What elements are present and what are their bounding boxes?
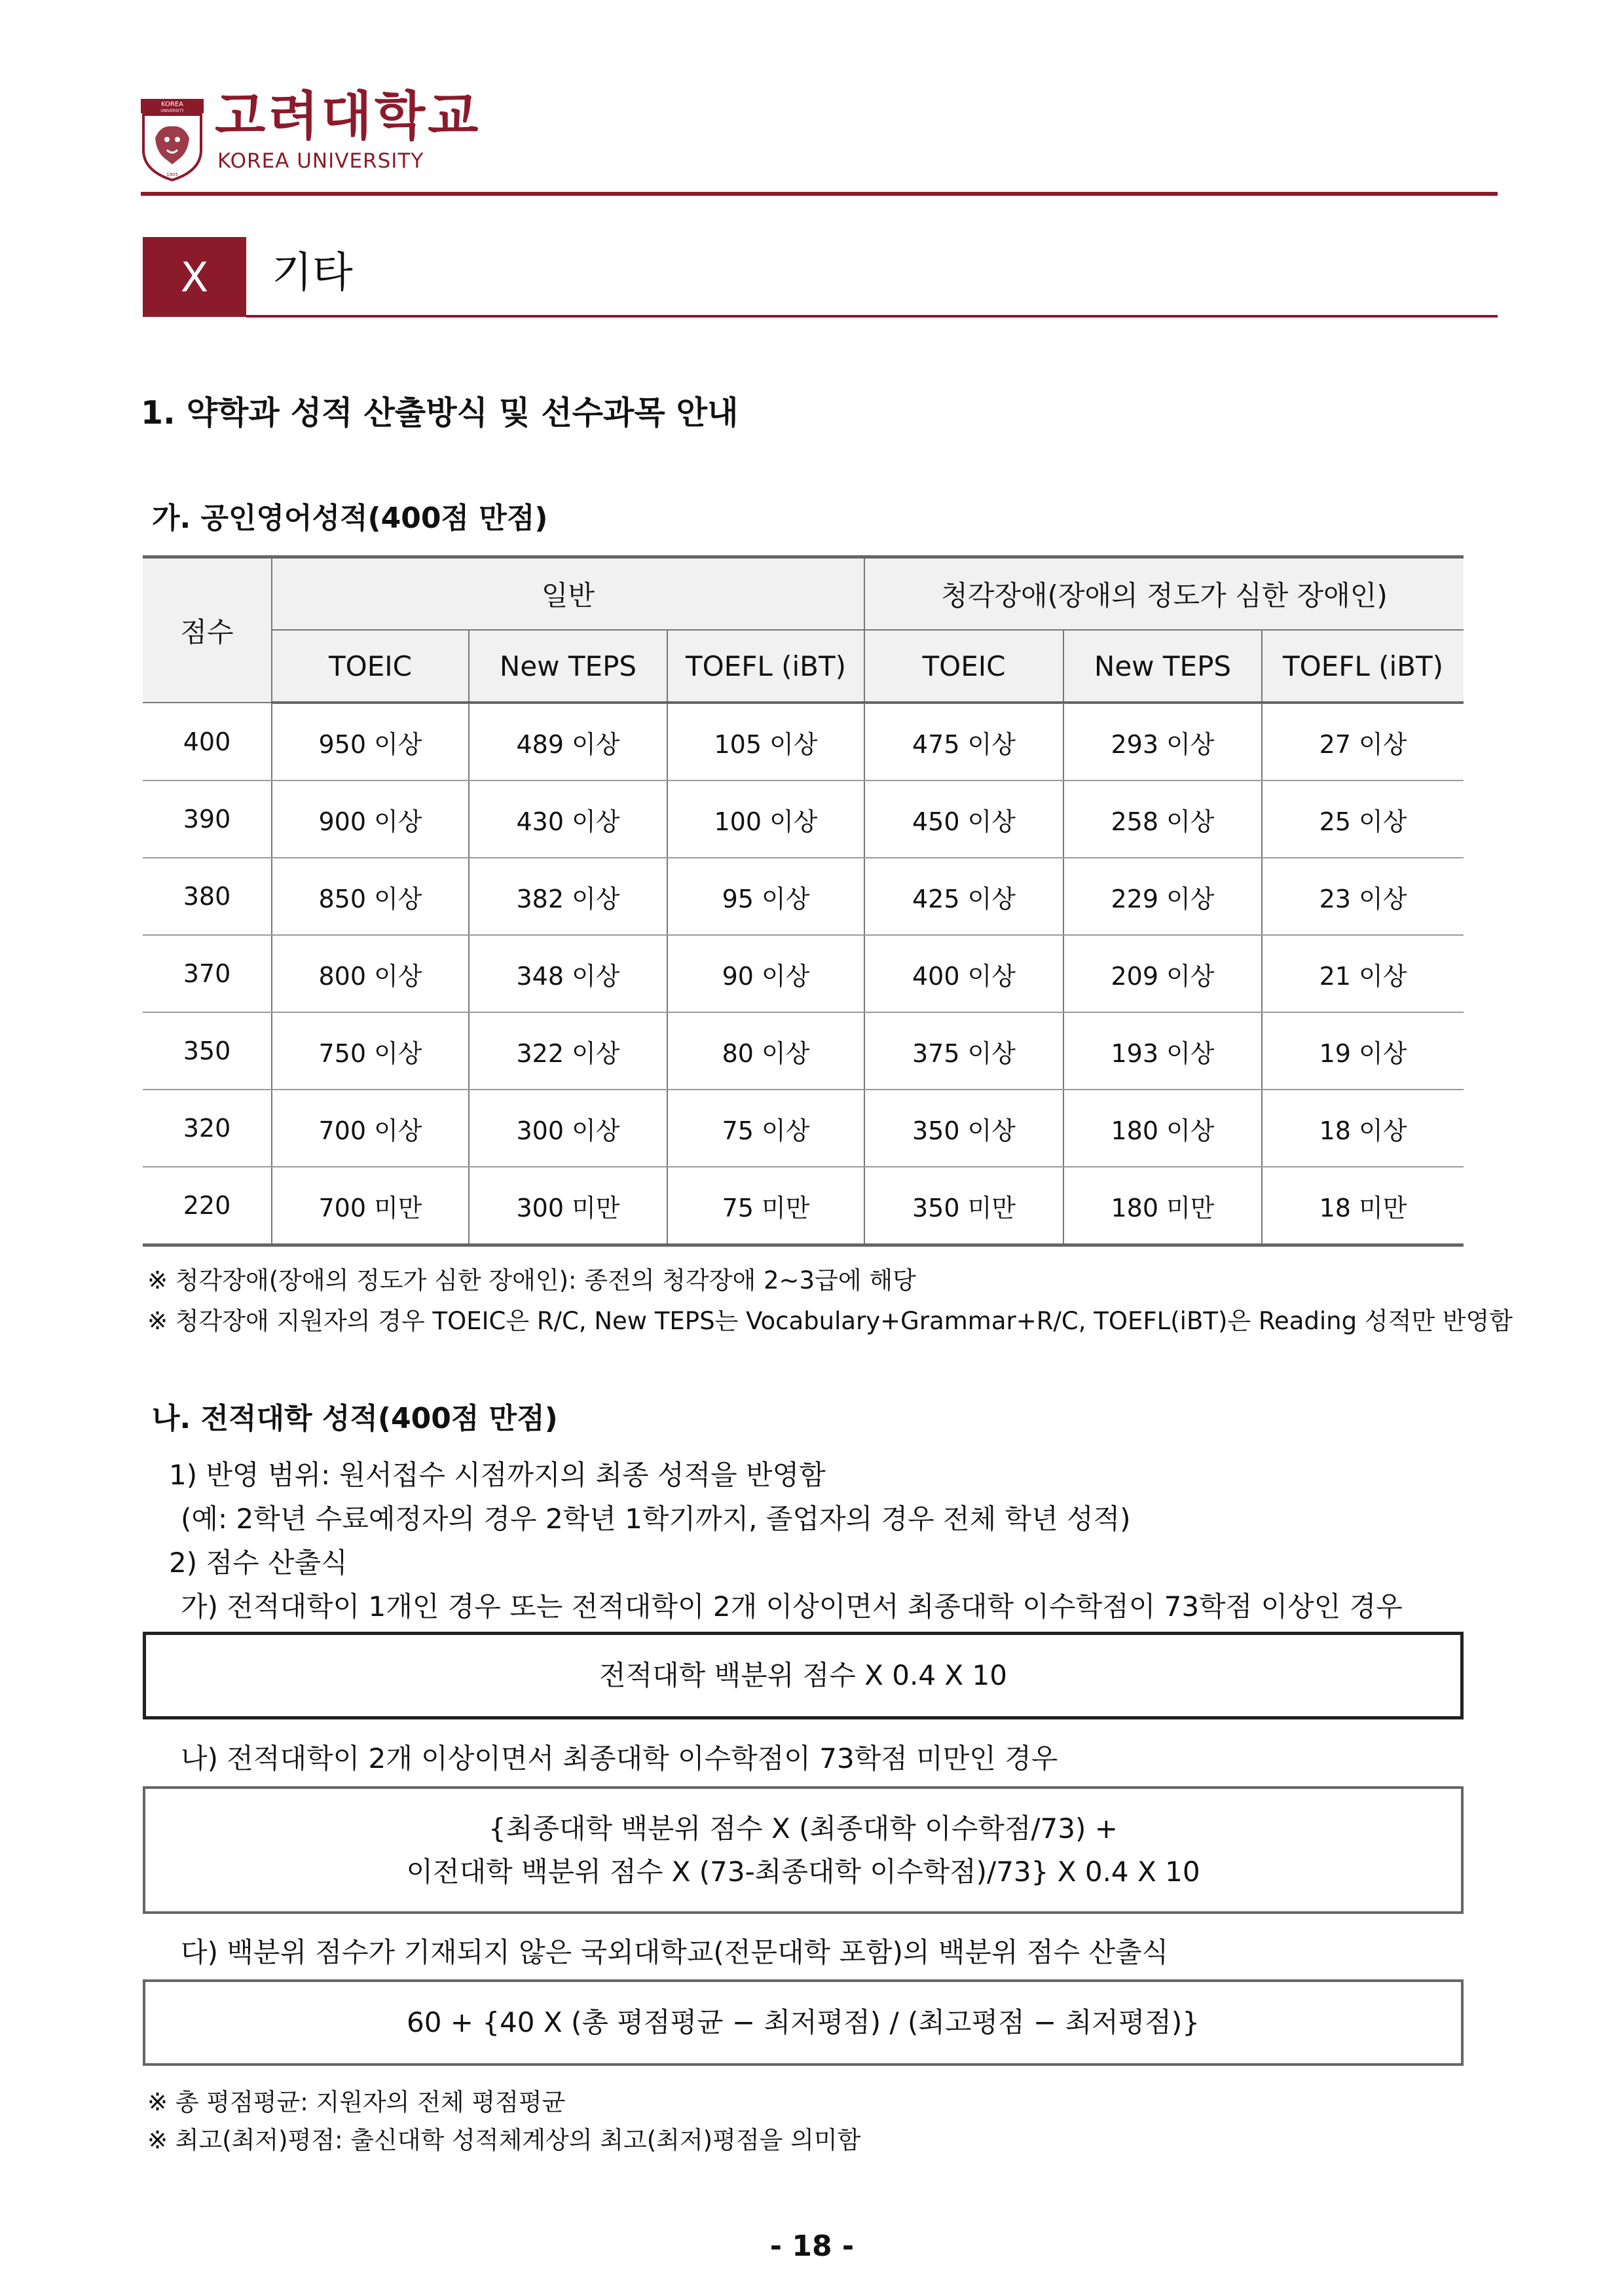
table-cell: 80 이상 bbox=[667, 1012, 864, 1090]
table-cell: 21 이상 bbox=[1262, 935, 1464, 1012]
formula-note: ※ 총 평점평균: 지원자의 전체 평점평균 bbox=[147, 2088, 566, 2116]
table-cell: 700 미만 bbox=[272, 1167, 469, 1245]
column-header: TOEFL (iBT) bbox=[1262, 630, 1464, 703]
svg-text:KOREA: KOREA bbox=[161, 101, 183, 108]
table-cell: 350 이상 bbox=[864, 1090, 1063, 1167]
table-row bbox=[143, 935, 1464, 1012]
formula-b-line2: 이전대학 백분위 점수 X (73-최종대학 이수학점)/73} X 0.4 X 10 bbox=[406, 1855, 1200, 1888]
table-cell: 320 bbox=[143, 1090, 272, 1167]
table-cell: 380 bbox=[143, 858, 272, 935]
table-row bbox=[143, 1167, 1464, 1245]
part-a-title: 가. 공인영어성적(400점 만점) bbox=[152, 502, 548, 535]
table-cell: 23 이상 bbox=[1262, 858, 1464, 935]
table-cell: 90 이상 bbox=[667, 935, 864, 1012]
svg-text:UNIVERSITY: UNIVERSITY bbox=[160, 109, 184, 113]
column-header: New TEPS bbox=[1063, 630, 1262, 703]
table-cell: 27 이상 bbox=[1262, 703, 1464, 780]
table-cell: 400 이상 bbox=[864, 935, 1063, 1012]
formula-a: 전적대학 백분위 점수 X 0.4 X 10 bbox=[599, 1659, 1008, 1692]
table-cell: 229 이상 bbox=[1063, 858, 1262, 935]
formula-b-line1: {최종대학 백분위 점수 X (최종대학 이수학점/73) + bbox=[489, 1812, 1118, 1845]
general-group-header: 일반 bbox=[272, 557, 864, 631]
table-cell: 95 이상 bbox=[667, 858, 864, 935]
table-cell: 209 이상 bbox=[1063, 935, 1262, 1012]
table-cell: 293 이상 bbox=[1063, 703, 1262, 780]
table-cell: 350 bbox=[143, 1012, 272, 1090]
chapter-number: X bbox=[143, 237, 246, 317]
table-cell: 850 이상 bbox=[272, 858, 469, 935]
table-row bbox=[143, 1012, 1464, 1090]
item-range-example: (예: 2학년 수료예정자의 경우 2학년 1학기까지, 졸업자의 경우 전체 학년 성적) bbox=[181, 1503, 1131, 1535]
table-cell: 220 bbox=[143, 1167, 272, 1245]
table-cell: 750 이상 bbox=[272, 1012, 469, 1090]
table-cell: 75 이상 bbox=[667, 1090, 864, 1167]
table-cell: 700 이상 bbox=[272, 1090, 469, 1167]
university-seal-icon bbox=[141, 99, 204, 181]
chapter-title: 기타 bbox=[272, 249, 353, 297]
table-cell: 390 bbox=[143, 780, 272, 858]
case-b-text: 나) 전적대학이 2개 이상이면서 최종대학 이수학점이 73학점 미만인 경우 bbox=[181, 1742, 1058, 1774]
table-cell: 475 이상 bbox=[864, 703, 1063, 780]
svg-text:1905: 1905 bbox=[166, 172, 178, 177]
table-cell: 950 이상 bbox=[272, 703, 469, 780]
section-title: 1. 약학과 성적 산출방식 및 선수과목 안내 bbox=[141, 394, 739, 431]
table-cell: 105 이상 bbox=[667, 703, 864, 780]
item-formula-heading: 2) 점수 산출식 bbox=[169, 1547, 348, 1579]
table-subheader-row bbox=[143, 630, 1464, 703]
item-range: 1) 반영 범위: 원서접수 시점까지의 최종 성적을 반영함 bbox=[169, 1459, 826, 1491]
english-score-table bbox=[143, 555, 1464, 1247]
table-cell: 193 이상 bbox=[1063, 1012, 1262, 1090]
table-cell: 348 이상 bbox=[469, 935, 667, 1012]
table-cell: 350 미만 bbox=[864, 1167, 1063, 1245]
table-row bbox=[143, 780, 1464, 858]
column-header: New TEPS bbox=[469, 630, 667, 703]
page-number: - 18 - bbox=[769, 2230, 855, 2263]
table-row bbox=[143, 858, 1464, 935]
table-cell: 180 이상 bbox=[1063, 1090, 1262, 1167]
hearing-group-header: 청각장애(장애의 정도가 심한 장애인) bbox=[864, 557, 1464, 631]
table-cell: 900 이상 bbox=[272, 780, 469, 858]
logo-korean-text: 고려대학교 bbox=[215, 86, 481, 147]
part-b-title: 나. 전적대학 성적(400점 만점) bbox=[152, 1402, 558, 1435]
table-cell: 382 이상 bbox=[469, 858, 667, 935]
table-cell: 450 이상 bbox=[864, 780, 1063, 858]
table-row bbox=[143, 1090, 1464, 1167]
table-row bbox=[143, 703, 1464, 780]
table-cell: 375 이상 bbox=[864, 1012, 1063, 1090]
table-cell: 180 미만 bbox=[1063, 1167, 1262, 1245]
table-cell: 322 이상 bbox=[469, 1012, 667, 1090]
score-column-header: 점수 bbox=[143, 557, 272, 703]
formula-box-b bbox=[143, 1786, 1464, 1914]
table-cell: 800 이상 bbox=[272, 935, 469, 1012]
formula-note: ※ 최고(최저)평점: 출신대학 성적체계상의 최고(최저)평점을 의미함 bbox=[147, 2126, 861, 2154]
logo-english-text: KOREA UNIVERSITY bbox=[217, 149, 424, 173]
table-cell: 75 미만 bbox=[667, 1167, 864, 1245]
table-cell: 19 이상 bbox=[1262, 1012, 1464, 1090]
table-cell: 489 이상 bbox=[469, 703, 667, 780]
table-cell: 100 이상 bbox=[667, 780, 864, 858]
table-cell: 370 bbox=[143, 935, 272, 1012]
table-note: ※ 청각장애 지원자의 경우 TOEIC은 R/C, New TEPS는 Vocabulary+Grammar+R/C, TOEFL(iBT)은 Reading 성적만 반영함 bbox=[147, 1307, 1513, 1335]
chapter-divider bbox=[246, 315, 1498, 318]
table-cell: 25 이상 bbox=[1262, 780, 1464, 858]
formula-c: 60 + {40 X (총 평점평균 − 최저평점) / (최고평점 − 최저평점)} bbox=[407, 2006, 1200, 2039]
case-c-text: 다) 백분위 점수가 기재되지 않은 국외대학교(전문대학 포함)의 백분위 점수 산출식 bbox=[181, 1936, 1169, 1968]
column-header: TOEFL (iBT) bbox=[667, 630, 864, 703]
column-header: TOEIC bbox=[864, 630, 1063, 703]
column-header: TOEIC bbox=[272, 630, 469, 703]
table-cell: 400 bbox=[143, 703, 272, 780]
table-cell: 18 미만 bbox=[1262, 1167, 1464, 1245]
header-divider bbox=[141, 192, 1498, 196]
table-cell: 300 이상 bbox=[469, 1090, 667, 1167]
table-cell: 425 이상 bbox=[864, 858, 1063, 935]
formula-box-c bbox=[143, 1979, 1464, 2066]
table-cell: 258 이상 bbox=[1063, 780, 1262, 858]
formula-box-a bbox=[143, 1632, 1464, 1719]
table-header-row bbox=[143, 557, 1464, 631]
case-a-text: 가) 전적대학이 1개인 경우 또는 전적대학이 2개 이상이면서 최종대학 이수학점이 73학점 이상인 경우 bbox=[181, 1590, 1403, 1623]
table-cell: 430 이상 bbox=[469, 780, 667, 858]
table-cell: 300 미만 bbox=[469, 1167, 667, 1245]
table-note: ※ 청각장애(장애의 정도가 심한 장애인): 종전의 청각장애 2~3급에 해당 bbox=[147, 1266, 916, 1294]
table-cell: 18 이상 bbox=[1262, 1090, 1464, 1167]
